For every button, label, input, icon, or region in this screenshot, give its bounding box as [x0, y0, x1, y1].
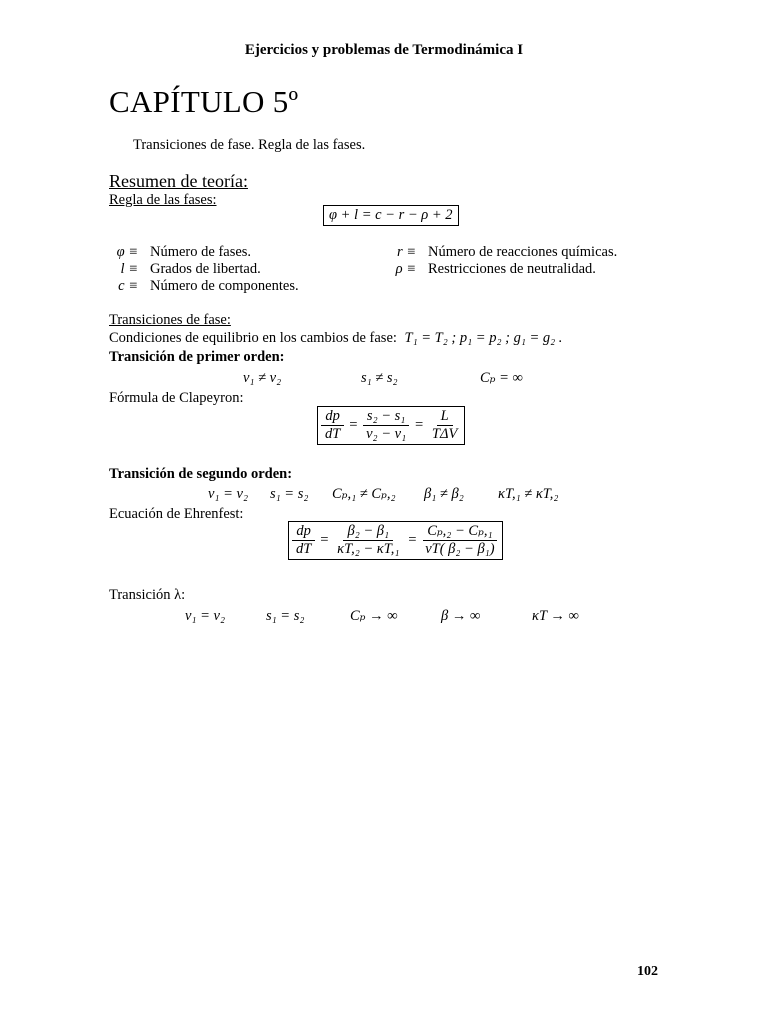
lambda-compressibility: κT → ∞: [532, 608, 579, 624]
phase-rule-heading: Regla de las fases:: [109, 192, 217, 208]
clapeyron-label: Fórmula de Clapeyron:: [109, 390, 244, 406]
page-header: Ejercicios y problemas de Termodinámica I: [244, 42, 524, 58]
symbol-description: Número de fases.: [150, 244, 252, 260]
symbol-row: [378, 261, 617, 278]
clapeyron-dv: v₂ − v₁: [366, 426, 407, 442]
transitions-heading: Transiciones de fase:: [109, 312, 231, 328]
ehrenfest-formula: $\frac{dp}{dT}$ = $\frac{\text{β₂ − β₁}}{\text{κT,₂ − κT,₁}}$ = $\frac{\text{Cₚ,₂ − Cₚ,₁}}{\text{vT( β₂ − β₁)}}$: [288, 521, 503, 560]
ehrenfest-dkappa: κT,₂ − κT,₁: [337, 541, 400, 557]
clapeyron-dT: dT: [325, 426, 341, 442]
symbol-row: [100, 261, 299, 278]
ehrenfest-dp: dp: [292, 523, 315, 541]
second-order-expansivity: β₁ ≠ β₂: [424, 486, 464, 502]
symbol-r: r ≡: [396, 244, 416, 260]
first-order-heading: Transición de primer orden:: [109, 349, 285, 365]
second-order-entropy: s₁ = s₂: [270, 486, 309, 502]
symbol-description: Grados de libertad.: [150, 261, 261, 277]
symbol-description: Número de componentes.: [150, 278, 299, 294]
ehrenfest-label: Ecuación de Ehrenfest:: [109, 506, 244, 522]
chapter-subtitle: Transiciones de fase. Regla de las fases.: [133, 137, 366, 153]
second-order-volume: v₁ = v₂: [208, 486, 248, 502]
first-order-volume: v₁ ≠ v₂: [243, 370, 282, 386]
symbol-c: c ≡: [118, 278, 138, 294]
lambda-expansivity: β → ∞: [441, 608, 481, 624]
second-order-compressibility: κT,₁ ≠ κT,₂: [498, 486, 559, 502]
page-number: 102: [637, 964, 658, 979]
equilibrium-text: Condiciones de equilibrio en los cambios de fase:: [109, 330, 397, 346]
section-title: Resumen de teoría:: [109, 171, 248, 191]
chapter-title: CAPÍTULO 5º: [109, 84, 299, 119]
phase-rule-formula: φ + l = c − r − ρ + 2: [323, 205, 459, 226]
lambda-heading: Transición λ:: [109, 587, 186, 603]
symbol-row: [378, 244, 617, 261]
equilibrium-conditions: [109, 330, 562, 347]
ehrenfest-dcp: Cₚ,₂ − Cₚ,₁: [423, 523, 496, 541]
clapeyron-tdv: TΔV: [431, 426, 458, 442]
symbol-row: [100, 278, 299, 295]
symbol-l: l ≡: [120, 261, 138, 277]
lambda-volume: v₁ = v₂: [185, 608, 225, 624]
clapeyron-latent-heat: L: [437, 408, 453, 426]
symbol-description: Restricciones de neutralidad.: [428, 261, 596, 277]
phase-rule-symbols-right: [378, 244, 617, 278]
first-order-heat-capacity: Cₚ = ∞: [480, 370, 523, 386]
symbol-rho: ρ ≡: [395, 261, 416, 277]
symbol-description: Número de reacciones químicas.: [428, 244, 618, 260]
lambda-heat-capacity: Cₚ → ∞: [350, 608, 398, 624]
first-order-entropy: s₁ ≠ s₂: [361, 370, 398, 386]
clapeyron-dp: dp: [321, 408, 344, 426]
equilibrium-formula: T₁ = T₂ ; p₁ = p₂ ; g₁ = g₂ .: [404, 330, 563, 346]
ehrenfest-dT: dT: [296, 541, 312, 557]
symbol-phi: φ ≡: [116, 244, 138, 260]
second-order-heading: Transición de segundo orden:: [109, 466, 293, 482]
lambda-entropy: s₁ = s₂: [266, 608, 305, 624]
ehrenfest-vt-dbeta: vT( β₂ − β₁): [425, 541, 495, 557]
ehrenfest-dbeta: β₂ − β₁: [343, 523, 393, 541]
phase-rule-symbols-left: [100, 244, 299, 295]
clapeyron-ds: s₂ − s₁: [363, 408, 409, 426]
second-order-heat-capacity: Cₚ,₁ ≠ Cₚ,₂: [332, 486, 396, 502]
symbol-row: [100, 244, 299, 261]
clapeyron-formula: $\frac{dp}{dT}$ = $\frac{\text{s₂ − s₁}}{\text{v₂ − v₁}}$ = $\frac{L}{\text{TΔV}}$: [317, 406, 465, 445]
